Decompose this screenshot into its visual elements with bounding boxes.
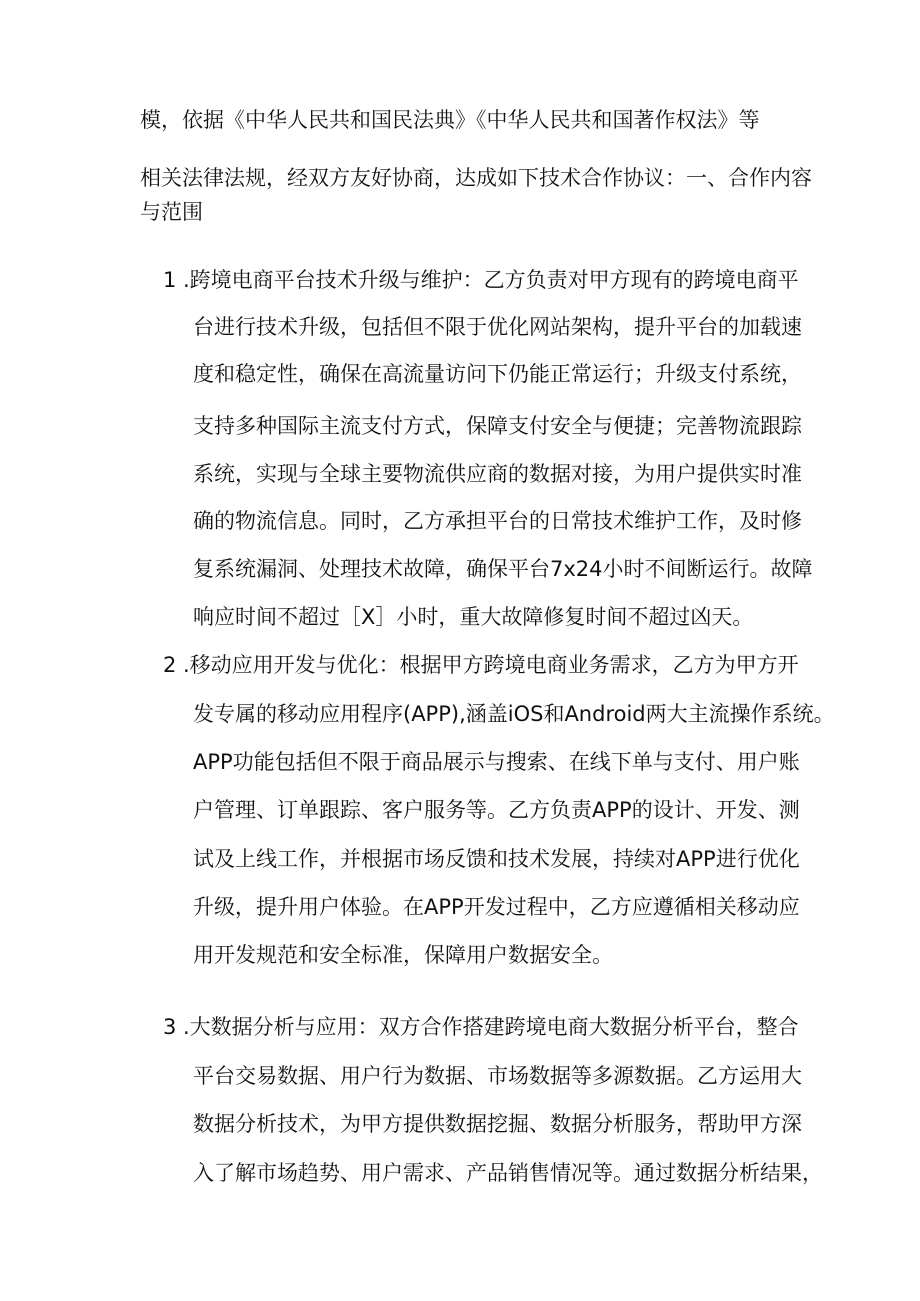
list-item-line: 系统，实现与全球主要物流供应商的数据对接，为用户提供实时准 bbox=[193, 462, 802, 486]
list-item-line: .大数据分析与应用：双方合作搭建跨境电商大数据分析平台，整合 bbox=[183, 1015, 799, 1039]
list-item-line: .移动应用开发与优化：根据甲方跨境电商业务需求，乙方为甲方开 bbox=[183, 653, 799, 677]
list-item-number: 2 bbox=[163, 653, 177, 677]
list-item-line: 户管理、订单跟踪、客户服务等。乙方负责APP的设计、开发、测 bbox=[193, 798, 800, 822]
list-item-line: 响应时间不超过［X］小时，重大故障修复时间不超过凶天。 bbox=[193, 605, 754, 629]
list-item-line: 数据分析技术，为甲方提供数据挖掘、数据分析服务，帮助甲方深 bbox=[193, 1112, 802, 1136]
list-item-line: 入了解市场趋势、用户需求、产品销售情况等。通过数据分析结果， bbox=[193, 1161, 823, 1185]
list-item-line: 台进行技术升级，包括但不限于优化网站架构，提升平台的加载速 bbox=[193, 315, 802, 339]
intro-line: 与范围 bbox=[140, 200, 203, 224]
list-item-line: 支持多种国际主流支付方式，保障支付安全与便捷；完善物流跟踪 bbox=[193, 414, 802, 438]
list-item-line: APP功能包括但不限于商品展示与搜索、在线下单与支付、用户账 bbox=[193, 750, 800, 774]
list-item-line: .跨境电商平台技术升级与维护：乙方负责对甲方现有的跨境电商平 bbox=[183, 268, 799, 292]
intro-line: 相关法律法规，经双方友好协商，达成如下技术合作协议：一、合作内容 bbox=[140, 166, 812, 190]
list-item-line: 度和稳定性，确保在高流量访问下仍能正常运行；升级支付系统， bbox=[193, 362, 802, 386]
list-item-number: 1 bbox=[163, 268, 177, 292]
list-item-line: 平台交易数据、用户行为数据、市场数据等多源数据。乙方运用大 bbox=[193, 1064, 802, 1088]
intro-line: 模，依据《中华人民共和国民法典》《中华人民共和国著作权法》等 bbox=[140, 108, 760, 132]
list-item-line: 升级，提升用户体验。在APP开发过程中，乙方应遵循相关移动应 bbox=[193, 895, 800, 919]
list-item-line: 用开发规范和安全标准，保障用户数据安全。 bbox=[193, 943, 613, 967]
list-item-line: 发专属的移动应用程序(APP),涵盖iOS和Android两大主流操作系统。 bbox=[193, 702, 835, 726]
list-item-number: 3 bbox=[163, 1015, 177, 1039]
list-item-line: 确的物流信息。同时，乙方承担平台的日常技术维护工作，及时修 bbox=[193, 509, 802, 533]
list-item-line: 试及上线工作，并根据市场反馈和技术发展，持续对APP进行优化 bbox=[193, 847, 800, 871]
list-item-line: 复系统漏洞、处理技术故障，确保平台7x24小时不间断运行。故障 bbox=[193, 557, 813, 581]
